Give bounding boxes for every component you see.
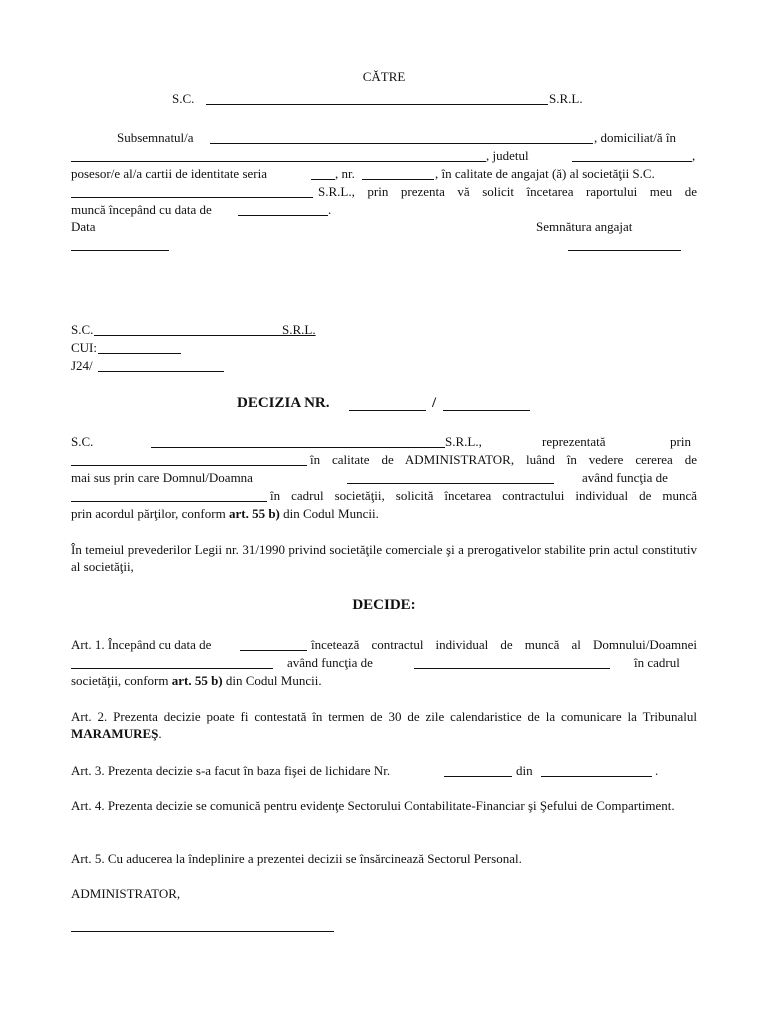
addressee-heading: CĂTRE bbox=[362, 69, 406, 84]
decision-codul: din Codul Muncii. bbox=[279, 506, 379, 521]
date-blank[interactable] bbox=[71, 250, 169, 251]
judetul-comma: , bbox=[692, 148, 696, 163]
employee-name-blank[interactable] bbox=[210, 143, 593, 144]
art2-court: MARAMUREŞ bbox=[71, 726, 159, 741]
company-block-name-blank[interactable] bbox=[94, 335, 282, 336]
art1-date-blank[interactable] bbox=[240, 650, 307, 651]
decision-cadrul: în cadrul societăţii, solicită încetarea contractului individual de muncă bbox=[270, 488, 697, 503]
decision-art-ref: art. 55 b) bbox=[228, 506, 280, 521]
j24-label: J24/ bbox=[71, 358, 93, 373]
art3-date-blank[interactable] bbox=[541, 776, 652, 777]
art1-avand: având funcţia de bbox=[287, 655, 373, 670]
art1-name-blank[interactable] bbox=[71, 668, 273, 669]
art1-art-ref: art. 55 b) bbox=[171, 673, 223, 688]
art3-din: din bbox=[516, 763, 533, 778]
art4: Art. 4. Prezenta decizie se comunică pentru evidenţe Sectorului Contabilitate-Financiar şi Şefului de Compartiment. bbox=[71, 798, 675, 813]
art3-end: . bbox=[655, 763, 659, 778]
art3-start: Art. 3. Prezenta decizie s-a facut în baza fişei de lichidare Nr. bbox=[71, 763, 391, 778]
id-series-blank[interactable] bbox=[311, 179, 335, 180]
nr-label: , nr. bbox=[335, 166, 355, 181]
art1-soc: societăţii, conform bbox=[71, 673, 172, 688]
id-number-blank[interactable] bbox=[362, 179, 434, 180]
decision-title-sep: / bbox=[432, 395, 437, 411]
decision-srl: S.R.L., bbox=[445, 434, 482, 449]
decision-sc: S.C. bbox=[71, 434, 94, 449]
company-suffix: S.R.L. bbox=[549, 91, 583, 106]
posesor-label: posesor/e al/a cartii de identitate seria bbox=[71, 166, 267, 181]
company-name-blank[interactable] bbox=[206, 104, 548, 105]
administrator-signature-blank[interactable] bbox=[71, 931, 334, 932]
calitate-label: , în calitate de angajat (ă) al societăţii S.C. bbox=[435, 166, 655, 181]
decision-reprezentata: reprezentată bbox=[542, 434, 606, 449]
art1-cadrul: în cadrul bbox=[634, 655, 680, 670]
art2 bbox=[71, 708, 697, 742]
company-prefix: S.C. bbox=[172, 91, 195, 106]
art3-number-blank[interactable] bbox=[444, 776, 512, 777]
employee-blank[interactable] bbox=[347, 483, 554, 484]
decision-temeiul: În temeiul prevederilor Legii nr. 31/1990 privind societăţile comerciale şi a prerogativelor stabilite prin actul constitutiv al societăţii, bbox=[71, 542, 697, 574]
decision-prin: prin bbox=[670, 434, 691, 449]
date-label: Data bbox=[71, 219, 96, 234]
company-block-sc: S.C. bbox=[71, 322, 94, 337]
munca-label: muncă începând cu data de bbox=[71, 202, 212, 217]
decision-avand: având funcţia de bbox=[582, 470, 668, 485]
signature-label: Semnătura angajat bbox=[536, 219, 633, 234]
decision-line3: mai sus prin care Domnul/Doamna bbox=[71, 470, 253, 485]
decision-date-blank[interactable] bbox=[443, 410, 530, 411]
art1-soc-line bbox=[71, 673, 322, 689]
art2-text: Art. 2. Prezenta decizie poate fi contestată în termen de 30 de zile calendaristice de la comunicare la Tribunalul bbox=[71, 709, 697, 724]
cui-label: CUI: bbox=[71, 340, 97, 355]
administrator-label: ADMINISTRATOR, bbox=[71, 886, 181, 901]
art1-inceteaza: încetează contractul individual de muncă al Domnului/Doamnei bbox=[311, 637, 697, 652]
decision-acord-line bbox=[71, 506, 379, 522]
decision-title-prefix: DECIZIA NR. bbox=[237, 395, 330, 411]
administrator-name-blank[interactable] bbox=[71, 465, 307, 466]
function-blank[interactable] bbox=[71, 501, 267, 502]
address-blank[interactable] bbox=[71, 161, 486, 162]
period: . bbox=[328, 202, 332, 217]
decision-acord: prin acordul părţilor, conform bbox=[71, 506, 229, 521]
subsemnatul-label: Subsemnatul/a bbox=[117, 130, 194, 145]
domiciliat-label: , domiciliat/ă în bbox=[594, 130, 676, 145]
art1-function-blank[interactable] bbox=[414, 668, 610, 669]
art1-start: Art. 1. Începând cu data de bbox=[71, 637, 212, 652]
county-blank[interactable] bbox=[572, 161, 692, 162]
art1-codul: din Codul Muncii. bbox=[222, 673, 322, 688]
decide-heading: DECIDE: bbox=[352, 597, 416, 613]
decision-administrator-text: în calitate de ADMINISTRATOR, luând în vedere cererea de bbox=[310, 452, 697, 467]
art2-end: . bbox=[158, 726, 162, 741]
cui-blank[interactable] bbox=[98, 353, 181, 354]
start-date-blank[interactable] bbox=[238, 215, 328, 216]
decision-company-blank[interactable] bbox=[151, 447, 445, 448]
art5: Art. 5. Cu aducerea la îndeplinire a prezentei decizii se însărcinează Sectorul Personal. bbox=[71, 851, 522, 866]
signature-blank[interactable] bbox=[568, 250, 681, 251]
srl-prin-label: S.R.L., prin prezenta vă solicit încetarea raportului meu de bbox=[318, 184, 697, 199]
j24-blank[interactable] bbox=[98, 371, 224, 372]
company-block-srl: S.R.L. bbox=[282, 322, 316, 337]
judetul-label: , judetul bbox=[486, 148, 529, 163]
decision-number-blank[interactable] bbox=[349, 410, 426, 411]
company-name-blank-2[interactable] bbox=[71, 197, 313, 198]
